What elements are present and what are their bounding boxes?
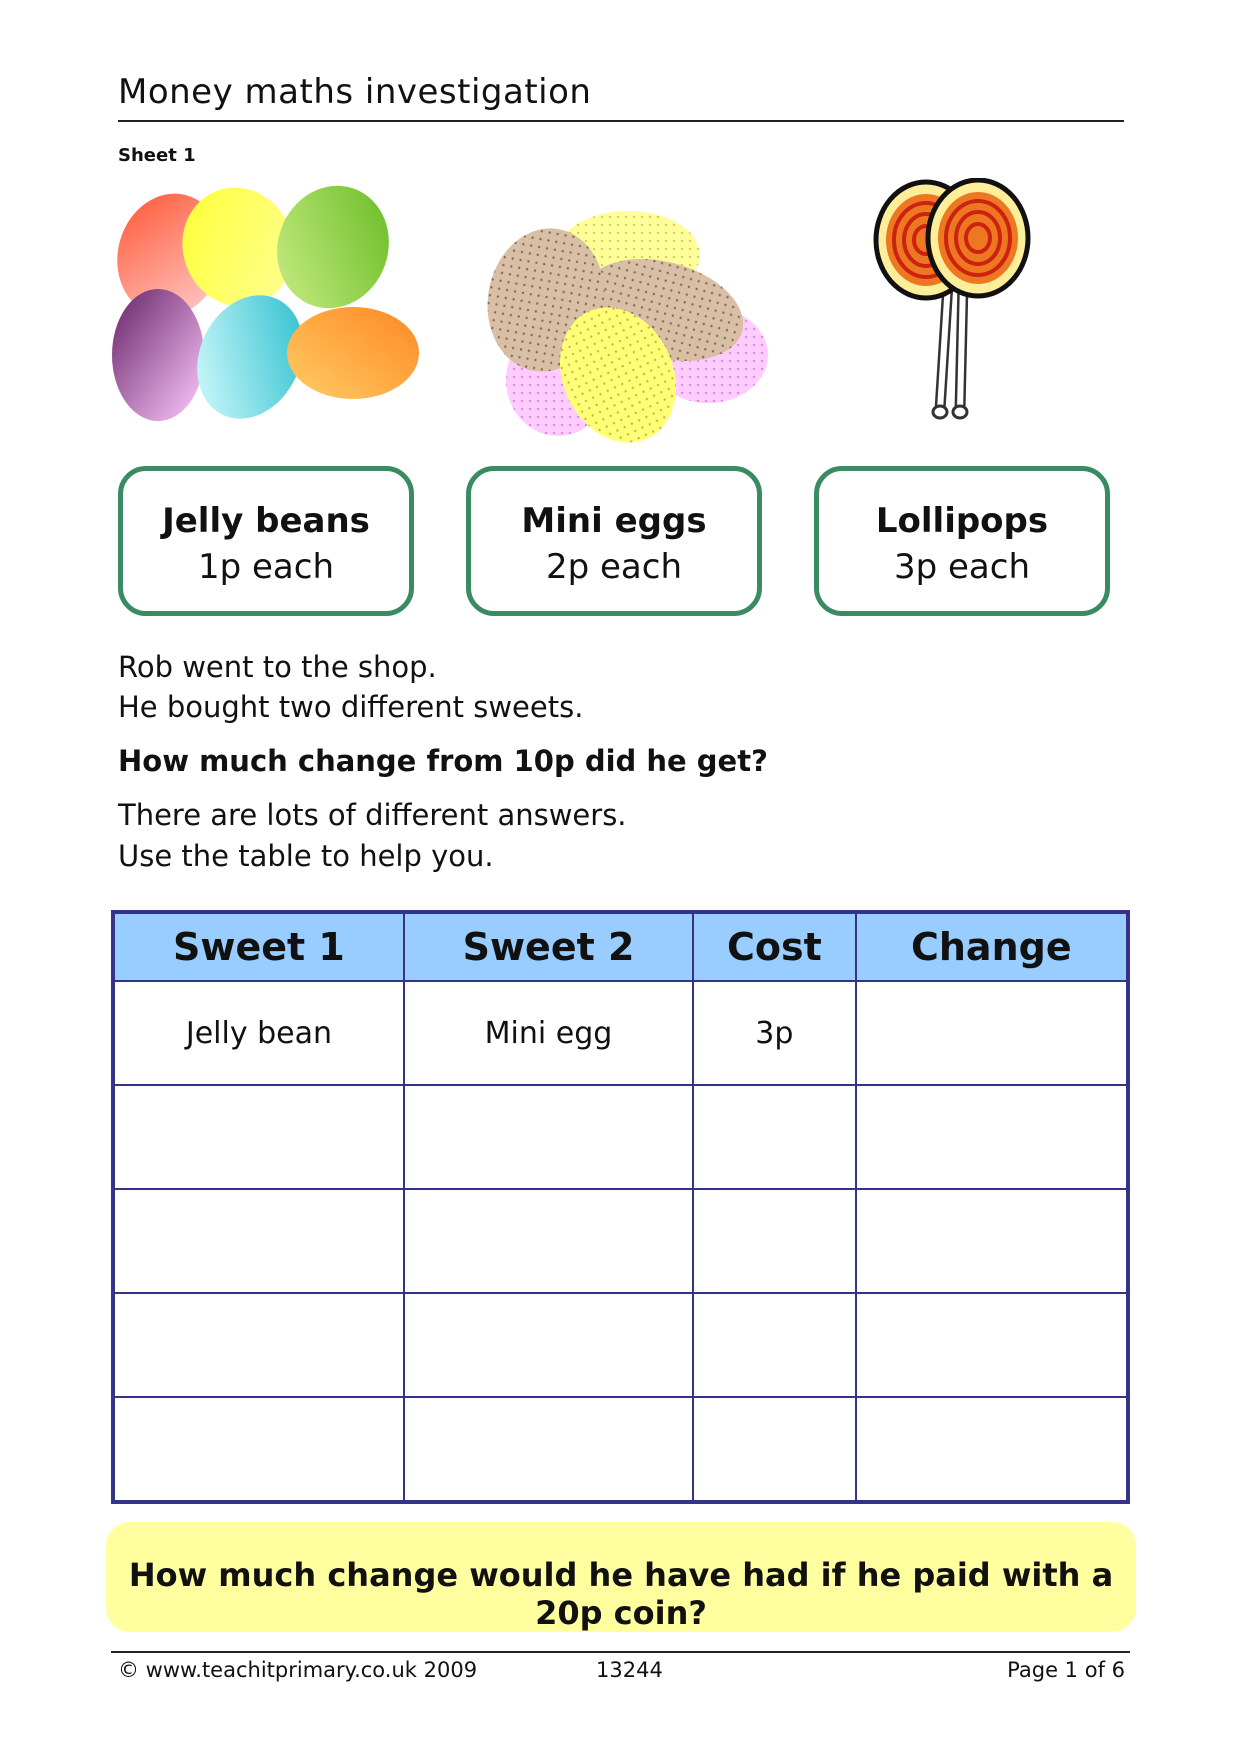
intro-line-3: There are lots of different answers. [118,798,627,832]
table-cell[interactable] [856,1085,1128,1189]
table-cell[interactable] [856,1397,1128,1502]
price-box-price: 3p each [893,547,1031,587]
sheet-label: Sheet 1 [118,145,196,166]
table-cell[interactable] [404,1293,693,1397]
table-row [113,1085,1128,1189]
table-cell[interactable]: Mini egg [404,981,693,1085]
table-cell[interactable] [113,1189,404,1293]
price-box-mini-eggs [466,466,762,616]
price-box-name: Mini eggs [521,501,707,541]
extension-question: How much change would he have had if he paid with a 20p coin? [106,1522,1136,1632]
header-sweet-2: Sweet 2 [404,912,693,981]
title-rule [118,120,1124,122]
table-row [113,1397,1128,1502]
table-row [113,981,1128,1085]
table-cell[interactable] [693,1085,855,1189]
header-change: Change [856,912,1128,981]
table-cell[interactable] [856,1189,1128,1293]
price-box-price: 1p each [197,547,335,587]
answer-table [111,910,1130,1504]
price-box-lollipops [814,466,1110,616]
intro-line-2: He bought two different sweets. [118,690,584,724]
table-cell[interactable] [404,1397,693,1502]
table-header-row [113,912,1128,981]
table-cell[interactable] [113,1085,404,1189]
header-cost: Cost [693,912,855,981]
table-cell[interactable] [113,1397,404,1502]
table-cell[interactable]: Jelly bean [113,981,404,1085]
header-sweet-1: Sweet 1 [113,912,404,981]
intro-line-4: Use the table to help you. [118,839,494,873]
table-cell[interactable] [693,1293,855,1397]
table-cell[interactable] [113,1293,404,1397]
price-box-name: Lollipops [875,501,1049,541]
table-cell[interactable] [404,1189,693,1293]
table-cell[interactable] [404,1085,693,1189]
price-box-name: Jelly beans [162,501,370,541]
table-row [113,1189,1128,1293]
lollipops-illustration [868,178,1048,428]
footer-rule [111,1651,1130,1653]
table-cell[interactable] [693,1189,855,1293]
table-cell[interactable] [856,1293,1128,1397]
footer-copyright: © www.teachitprimary.co.uk 2009 [118,1658,478,1682]
table-row [113,1293,1128,1397]
footer-code: 13244 [596,1658,663,1682]
table-cell[interactable] [856,981,1128,1085]
price-box-jelly-beans [118,466,414,616]
page-title: Money maths investigation [118,72,592,112]
footer-page: Page 1 of 6 [1007,1658,1125,1682]
table-cell[interactable] [693,1397,855,1502]
price-box-price: 2p each [545,547,683,587]
main-question: How much change from 10p did he get? [118,744,768,778]
jelly-beans-illustration [108,185,428,445]
intro-line-1: Rob went to the shop. [118,650,437,684]
mini-eggs-illustration [478,205,768,445]
table-cell[interactable]: 3p [693,981,855,1085]
